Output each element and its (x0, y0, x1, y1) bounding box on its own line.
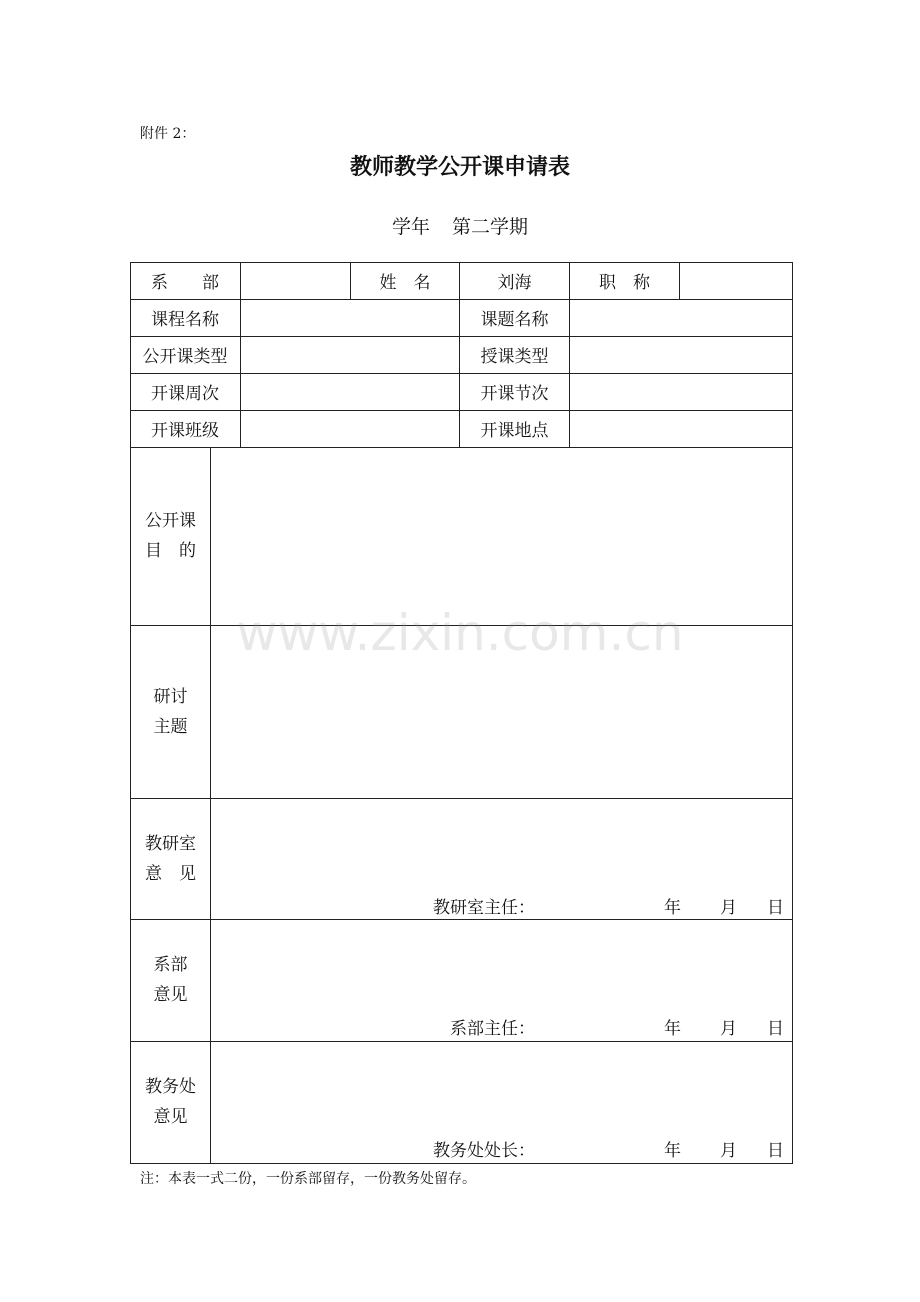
open-class-type-label: 公开课类型 (142, 347, 228, 367)
theme-label-line1: 研讨 (153, 686, 188, 707)
class-group-label: 开课班级 (151, 421, 219, 441)
department-label: 系 部 (151, 273, 219, 293)
dept-opinion-label (130, 919, 211, 1041)
class-period-field[interactable] (570, 373, 792, 410)
name-label: 姓 名 (379, 273, 431, 293)
course-name-field[interactable] (241, 299, 459, 336)
dept-label-line2: 意见 (153, 985, 188, 1005)
semester-line (0, 212, 920, 239)
office-date-month: 月 (720, 898, 737, 918)
affairs-date-year: 年 (664, 1141, 681, 1161)
office-director-signature-label: 教研室主任： (433, 898, 535, 918)
application-form-table (130, 262, 793, 1164)
title-rank-field[interactable] (680, 262, 792, 299)
affairs-label-line2: 意见 (153, 1107, 188, 1127)
affairs-date-day: 日 (767, 1141, 784, 1161)
office-label-line1: 教研室 (145, 833, 196, 854)
title-rank-label: 职 称 (599, 273, 650, 293)
affairs-director-signature-label: 教务处处长： (433, 1141, 535, 1161)
class-period-label: 开课节次 (480, 384, 549, 404)
teaching-type-field[interactable] (570, 336, 792, 373)
purpose-section-label (130, 447, 211, 625)
table-border-right (792, 262, 793, 1164)
class-week-label: 开课周次 (151, 384, 219, 404)
watermark: www.zixin.com.cn (236, 604, 684, 662)
table-border-bottom (130, 1163, 793, 1164)
purpose-label-line1: 公开课 (145, 511, 196, 531)
term-label: 第二学期 (452, 216, 529, 238)
class-group-field[interactable] (241, 410, 459, 447)
dept-label-line1: 系部 (153, 955, 188, 975)
department-field[interactable] (241, 262, 350, 299)
theme-label-line2: 主题 (153, 716, 188, 737)
teaching-type-label: 授课类型 (480, 347, 549, 367)
theme-field[interactable] (211, 626, 792, 798)
footer-note: 注：本表一式二份，一份系部留存，一份教务处留存。 (140, 1171, 476, 1187)
attachment-label: 附件 2： (140, 126, 196, 142)
lesson-topic-label: 课题名称 (480, 310, 549, 330)
theme-section-label (130, 625, 211, 798)
form-title: 教师教学公开课申请表 (349, 155, 570, 180)
dept-date-month: 月 (720, 1019, 737, 1039)
office-date-year: 年 (664, 898, 681, 918)
office-label-line2: 意 见 (145, 863, 196, 884)
office-opinion-label (130, 798, 211, 919)
affairs-opinion-label (130, 1041, 211, 1163)
course-name-label: 课程名称 (151, 310, 219, 330)
purpose-field[interactable] (211, 448, 792, 625)
dept-date-day: 日 (767, 1019, 784, 1039)
open-class-type-field[interactable] (241, 336, 459, 373)
dept-date-year: 年 (664, 1019, 681, 1039)
academic-year-label: 学年 (391, 216, 430, 238)
name-field[interactable]: 刘海 (497, 273, 532, 293)
class-location-label: 开课地点 (480, 421, 549, 441)
class-location-field[interactable] (570, 410, 792, 447)
dept-director-signature-label: 系部主任： (450, 1019, 535, 1039)
purpose-label-line2: 目 的 (145, 541, 196, 561)
affairs-label-line1: 教务处 (145, 1077, 196, 1097)
lesson-topic-field[interactable] (570, 299, 792, 336)
office-date-day: 日 (767, 898, 784, 918)
affairs-date-month: 月 (720, 1141, 737, 1161)
class-week-field[interactable] (241, 373, 459, 410)
